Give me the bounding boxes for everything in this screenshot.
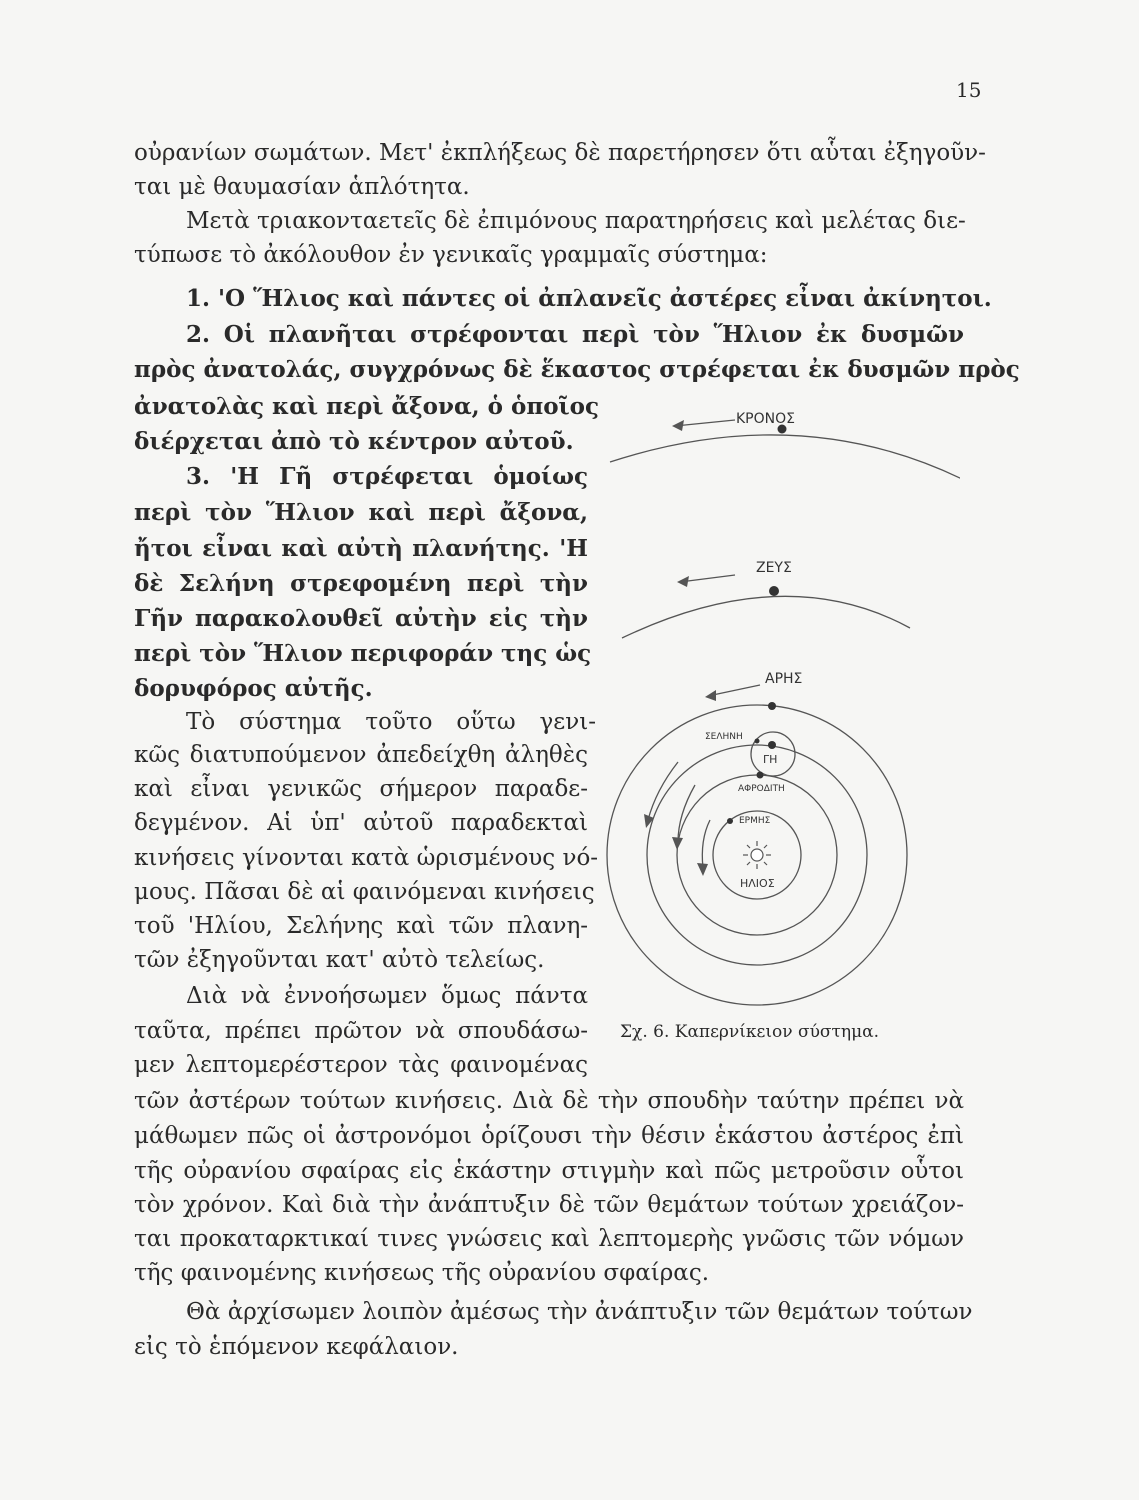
text-line: τῆς οὐρανίου σφαίρας εἰς ἑκάστην στιγμὴν καὶ πῶς μετροῦσιν οὗτοι [134,1158,964,1184]
ermis-planet [727,818,733,824]
label-gi: ΓΗ [763,753,778,766]
kronos-orbit [610,435,960,480]
text-line: ταῦτα, πρέπει πρῶτον νὰ σπουδάσω- [134,1018,588,1044]
text-line: μεν λεπτομερέστερον τὰς φαινομένας [134,1052,588,1078]
arrow-kronos [675,420,735,426]
text-line: οὐρανίων σωμάτων. Μετ' ἐκπλήξεως δὲ παρετήρησεν ὅτι αὗται ἐξηγοῦν- [134,140,986,166]
text-line: διέρχεται ἀπὸ τὸ κέντρον αὐτοῦ. [134,428,574,455]
text-line: δὲ Σελήνη στρεφομένη περὶ τὴν [134,570,588,597]
arrow-inner-1 [648,762,678,820]
moon [755,739,760,744]
text-line: περὶ τὸν Ἥλιον περιφοράν της ὡς [134,640,592,667]
earth-planet [768,741,776,749]
text-line: κῶς διατυπούμενον ἀπεδείχθη ἀληθὲς [134,742,588,768]
label-zeus: ΖΕΥΣ [756,560,792,576]
figure-caption: Σχ. 6. Καπερνίκειον σύστημα. [620,1022,880,1042]
text-line: κινήσεις γίνονται κατὰ ὡρισμένους νό- [134,845,599,871]
text-line: μους. Πᾶσαι δὲ αἱ φαινόμεναι κινήσεις [134,879,595,905]
label-afroditi: ΑΦΡΟΔΙΤΗ [738,784,785,794]
text-line: Τὸ σύστημα τοῦτο οὕτω γενι- [186,709,596,735]
text-line: τῶν ἀστέρων τούτων κινήσεις. Διὰ δὲ τὴν σπουδὴν ταύτην πρέπει νὰ [134,1088,964,1114]
text-line: περὶ τὸν Ἥλιον καὶ περὶ ἄξονα, [134,499,588,526]
label-ermis: ΕΡΜΗΣ [739,816,771,826]
text-line: ἀνατολὰς καὶ περὶ ἄξονα, ὁ ὁποῖος [134,393,600,420]
text-line: καὶ εἶναι γενικῶς σήμερον παραδε- [134,776,588,802]
page-number: 15 [956,78,982,102]
label-aris: ΑΡΗΣ [765,671,803,687]
text-line: τῆς φαινομένης κινήσεως τῆς οὐρανίου σφαίρας. [134,1260,710,1286]
text-line: ἤτοι εἶναι καὶ αὐτὴ πλανήτης. 'Η [134,535,588,562]
copernican-system-figure [560,380,960,1020]
text-line: δορυφόρος αὐτῆς. [134,675,373,702]
label-ilios: ΗΛΙΟΣ [740,877,775,890]
text-line: Διὰ νὰ ἐννοήσωμεν ὅμως πάντα [186,983,588,1009]
text-line: ται προκαταρκτικαί τινες γνώσεις καὶ λεπτομερὴς γνῶσις τῶν νόμων [134,1226,964,1252]
text-line: 2. Οἱ πλανῆται στρέφονται περὶ τὸν Ἥλιον ἐκ δυσμῶν [186,321,964,348]
text-line: τῶν ἐξηγοῦνται κατ' αὐτὸ τελείως. [134,947,545,973]
arrow-inner-3 [702,820,710,868]
text-line: ται μὲ θαυμασίαν ἁπλότητα. [134,174,470,200]
sun-icon [743,841,771,869]
label-kronos: ΚΡΟΝΟΣ [736,411,795,427]
text-line: Θὰ ἀρχίσωμεν λοιπὸν ἀμέσως τὴν ἀνάπτυξιν τῶν θεμάτων τούτων [186,1299,973,1325]
zeus-orbit [622,596,910,638]
text-line: Γῆν παρακολουθεῖ αὐτὴν εἰς τὴν [134,605,588,632]
text-line: τοῦ 'Ηλίου, Σελήνης καὶ τῶν πλανη- [134,913,588,939]
text-line: πρὸς ἀνατολάς, συγχρόνως δὲ ἕκαστος στρέφεται ἐκ δυσμῶν πρὸς [134,356,1020,383]
text-line: εἰς τὸ ἑπόμενον κεφάλαιον. [134,1334,459,1360]
aris-planet [768,702,776,710]
text-line: Μετὰ τριακονταετεῖς δὲ ἐπιμόνους παρατηρήσεις καὶ μελέτας διε- [186,208,966,234]
text-line: μάθωμεν πῶς οἱ ἀστρονόμοι ὁρίζουσι τὴν θέσιν ἑκάστου ἀστέρος ἐπὶ [134,1123,964,1149]
text-line: 1. 'Ο Ἥλιος καὶ πάντες οἱ ἀπλανεῖς ἀστέρες εἶναι ἀκίνητοι. [186,285,992,312]
text-line: δεγμένον. Αἱ ὑπ' αὐτοῦ παραδεκταὶ [134,810,588,836]
zeus-planet [769,586,779,596]
label-selini: ΣΕΛΗΝΗ [705,732,743,742]
text-line: τύπωσε τὸ ἀκόλουθον ἐν γενικαῖς γραμμαῖς σύστημα: [134,242,768,268]
afroditi-planet [757,772,764,779]
text-line: τὸν χρόνον. Καὶ διὰ τὴν ἀνάπτυξιν δὲ τῶν θεμάτων τούτων χρειάζον- [134,1192,964,1218]
text-line: 3. 'Η Γῆ στρέφεται ὁμοίως [186,463,588,490]
